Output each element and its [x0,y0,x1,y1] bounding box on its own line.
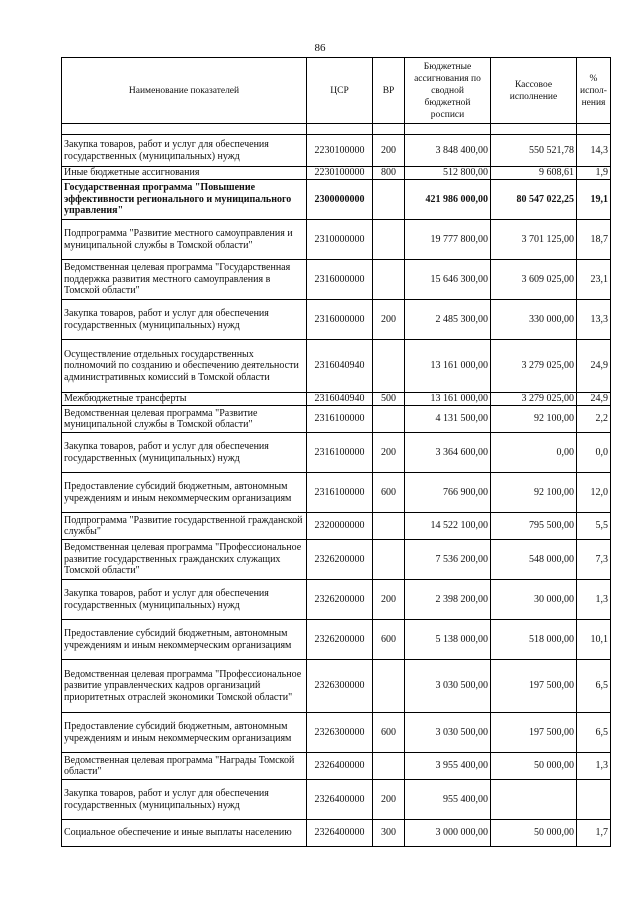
cell-assigned: 3 364 600,00 [405,433,491,473]
cell-cash: 50 000,00 [491,753,577,780]
cell-name: Подпрограмма "Развитие государственной гражданской службы" [62,513,307,540]
cell-assigned: 2 485 300,00 [405,300,491,340]
header-vr: ВР [373,58,405,124]
cell-vr: 200 [373,433,405,473]
cell-pct: 2,2 [577,406,611,433]
cell-csr: 2326200000 [307,620,373,660]
cell-name: Предоставление субсидий бюджетным, автономным учреждениям и иным некоммерческим организациям [62,473,307,513]
cell-assigned: 512 800,00 [405,167,491,180]
cell-assigned: 5 138 000,00 [405,620,491,660]
cell-vr: 500 [373,393,405,406]
cell-cash: 50 000,00 [491,820,577,847]
table-row [62,393,611,406]
cell-assigned: 15 646 300,00 [405,260,491,300]
table-row [62,180,611,220]
table-row [62,135,611,167]
cell-pct: 1,7 [577,820,611,847]
cell-vr: 200 [373,300,405,340]
header-assigned: Бюджетные ассигнования по сводной бюджетной росписи [405,58,491,124]
cell-csr: 2230100000 [307,167,373,180]
table-row [62,220,611,260]
cell-name: Закупка товаров, работ и услуг для обеспечения государственных (муниципальных) нужд [62,580,307,620]
cell-name: Закупка товаров, работ и услуг для обеспечения государственных (муниципальных) нужд [62,433,307,473]
cell-csr: 2316040940 [307,393,373,406]
cell-csr: 2320000000 [307,513,373,540]
cell-name: Закупка товаров, работ и услуг для обеспечения государственных (муниципальных) нужд [62,780,307,820]
cell-name: Социальное обеспечение и иные выплаты населению [62,820,307,847]
header-pct: % испол-нения [577,58,611,124]
cell-assigned: 4 131 500,00 [405,406,491,433]
cell-cash: 197 500,00 [491,713,577,753]
cell-csr: 2326400000 [307,820,373,847]
cell-name: Закупка товаров, работ и услуг для обеспечения государственных (муниципальных) нужд [62,135,307,167]
cell-vr [373,660,405,713]
table-row [62,300,611,340]
cell-csr: 2316100000 [307,406,373,433]
cell-vr [373,340,405,393]
cell-cash: 548 000,00 [491,540,577,580]
cell-vr: 200 [373,780,405,820]
cell-cash: 80 547 022,25 [491,180,577,220]
cell-name: Подпрограмма "Развитие местного самоуправления и муниципальной службы в Томской области" [62,220,307,260]
cell-name: Ведомственная целевая программа "Профессиональное развитие государственных гражданских служащих Томской области" [62,540,307,580]
cell-pct: 1,9 [577,167,611,180]
cell-cash: 0,00 [491,433,577,473]
table-row [62,473,611,513]
cell-assigned: 3 030 500,00 [405,660,491,713]
cell-pct: 19,1 [577,180,611,220]
cell-csr: 2316000000 [307,260,373,300]
table-row [62,753,611,780]
cell-cash: 3 609 025,00 [491,260,577,300]
cell-csr: 2326400000 [307,780,373,820]
cell-pct: 1,3 [577,753,611,780]
table-row [62,513,611,540]
cell-csr: 2316040940 [307,340,373,393]
cell-cash: 795 500,00 [491,513,577,540]
cell-csr: 2316100000 [307,473,373,513]
cell-pct: 6,5 [577,713,611,753]
cell-csr: 2326300000 [307,713,373,753]
cell-vr [373,180,405,220]
cell-assigned: 421 986 000,00 [405,180,491,220]
cell-vr: 600 [373,620,405,660]
table-row [62,433,611,473]
cell-cash: 330 000,00 [491,300,577,340]
cell-csr: 2310000000 [307,220,373,260]
cell-name: Межбюджетные трансферты [62,393,307,406]
cell-cash: 92 100,00 [491,406,577,433]
cell-vr: 600 [373,473,405,513]
cell-assigned: 3 848 400,00 [405,135,491,167]
cell-assigned: 766 900,00 [405,473,491,513]
table-gap-row [62,124,611,135]
cell-pct: 1,3 [577,580,611,620]
cell-cash: 3 279 025,00 [491,393,577,406]
cell-vr: 200 [373,580,405,620]
cell-vr [373,260,405,300]
table-row [62,713,611,753]
cell-assigned: 2 398 200,00 [405,580,491,620]
cell-vr [373,406,405,433]
cell-csr: 2230100000 [307,135,373,167]
cell-name: Предоставление субсидий бюджетным, автономным учреждениям и иным некоммерческим организациям [62,713,307,753]
cell-vr: 800 [373,167,405,180]
page-number: 86 [314,42,326,54]
cell-csr: 2326300000 [307,660,373,713]
budget-table [61,57,611,847]
cell-csr: 2300000000 [307,180,373,220]
cell-csr: 2316000000 [307,300,373,340]
cell-pct: 6,5 [577,660,611,713]
cell-name: Закупка товаров, работ и услуг для обеспечения государственных (муниципальных) нужд [62,300,307,340]
table-row [62,260,611,300]
cell-vr: 200 [373,135,405,167]
header-name: Наименование показателей [62,58,307,124]
cell-name: Ведомственная целевая программа "Профессиональное развитие управленческих кадров организаций приоритетных отраслей экономики Томской области" [62,660,307,713]
cell-pct: 7,3 [577,540,611,580]
cell-csr: 2316100000 [307,433,373,473]
cell-assigned: 3 000 000,00 [405,820,491,847]
cell-pct: 18,7 [577,220,611,260]
table-row [62,780,611,820]
cell-name: Иные бюджетные ассигнования [62,167,307,180]
cell-vr: 300 [373,820,405,847]
cell-vr [373,540,405,580]
cell-pct: 5,5 [577,513,611,540]
cell-name: Ведомственная целевая программа "Развитие муниципальной службы в Томской области" [62,406,307,433]
cell-assigned: 13 161 000,00 [405,340,491,393]
cell-csr: 2326200000 [307,580,373,620]
cell-vr [373,753,405,780]
table-row [62,660,611,713]
cell-assigned: 3 955 400,00 [405,753,491,780]
header-cash: Кассовое исполнение [491,58,577,124]
cell-pct: 23,1 [577,260,611,300]
cell-vr [373,513,405,540]
table-row [62,580,611,620]
table-row [62,820,611,847]
cell-name: Предоставление субсидий бюджетным, автономным учреждениям и иным некоммерческим организациям [62,620,307,660]
cell-name: Ведомственная целевая программа "Государственная поддержка развития местного самоуправления в Томской области" [62,260,307,300]
cell-csr: 2326400000 [307,753,373,780]
table-row [62,620,611,660]
cell-pct: 24,9 [577,393,611,406]
cell-cash: 518 000,00 [491,620,577,660]
cell-cash: 3 701 125,00 [491,220,577,260]
cell-assigned: 14 522 100,00 [405,513,491,540]
table-row [62,540,611,580]
cell-assigned: 13 161 000,00 [405,393,491,406]
table-row [62,167,611,180]
cell-assigned: 3 030 500,00 [405,713,491,753]
cell-assigned: 19 777 800,00 [405,220,491,260]
cell-pct: 24,9 [577,340,611,393]
cell-pct: 14,3 [577,135,611,167]
cell-pct: 12,0 [577,473,611,513]
cell-name: Осуществление отдельных государственных полномочий по созданию и обеспечению деятельности административных комиссий в Томской области [62,340,307,393]
cell-vr: 600 [373,713,405,753]
cell-name: Государственная программа "Повышение эффективности регионального и муниципального управления" [62,180,307,220]
header-csr: ЦСР [307,58,373,124]
cell-pct: 13,3 [577,300,611,340]
table-header-row [62,58,611,124]
cell-pct [577,780,611,820]
cell-vr [373,220,405,260]
cell-cash: 197 500,00 [491,660,577,713]
cell-cash: 30 000,00 [491,580,577,620]
table-row [62,406,611,433]
cell-csr: 2326200000 [307,540,373,580]
cell-pct: 10,1 [577,620,611,660]
cell-assigned: 955 400,00 [405,780,491,820]
cell-name: Ведомственная целевая программа "Награды Томской области" [62,753,307,780]
cell-cash: 550 521,78 [491,135,577,167]
cell-cash: 9 608,61 [491,167,577,180]
cell-cash [491,780,577,820]
cell-cash: 3 279 025,00 [491,340,577,393]
cell-assigned: 7 536 200,00 [405,540,491,580]
cell-pct: 0,0 [577,433,611,473]
table-row [62,340,611,393]
cell-cash: 92 100,00 [491,473,577,513]
